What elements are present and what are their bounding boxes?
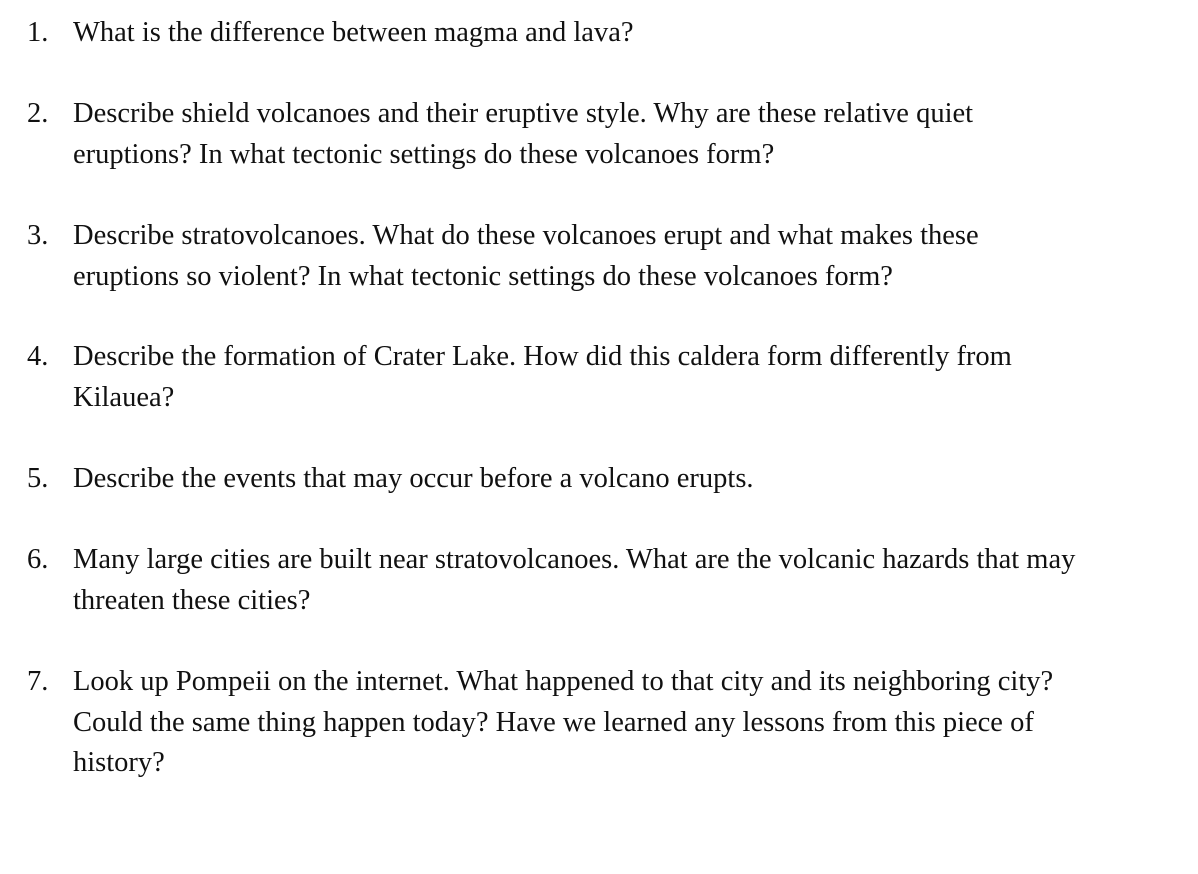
question-text: Describe the events that may occur before a volcano erupts. (73, 463, 754, 494)
question-number: 6. (27, 544, 49, 575)
question-number: 4. (27, 341, 49, 372)
question-number: 2. (27, 98, 49, 129)
question-text: Describe shield volcanoes and their eruptive style. Why are these relative quiet eruptions? In what tectonic settings do these volcanoes form? (73, 98, 974, 170)
question-number: 7. (27, 666, 49, 697)
question-text: Describe the formation of Crater Lake. How did this caldera form differently from Kilauea? (73, 341, 1012, 413)
question-text: Many large cities are built near stratovolcanoes. What are the volcanic hazards that may threaten these cities? (73, 544, 1076, 616)
question-number: 3. (27, 220, 49, 251)
question-text: What is the difference between magma and lava? (73, 17, 634, 48)
question-number: 5. (27, 463, 49, 494)
question-text: Describe stratovolcanoes. What do these volcanoes erupt and what makes these eruptions so violent? In what tectonic settings do these volcanoes form? (73, 220, 979, 292)
question-number: 1. (27, 17, 49, 48)
question-text: Look up Pompeii on the internet. What happened to that city and its neighboring city? Could the same thing happen today? Have we learned any lessons from this piece of history? (73, 666, 1054, 778)
